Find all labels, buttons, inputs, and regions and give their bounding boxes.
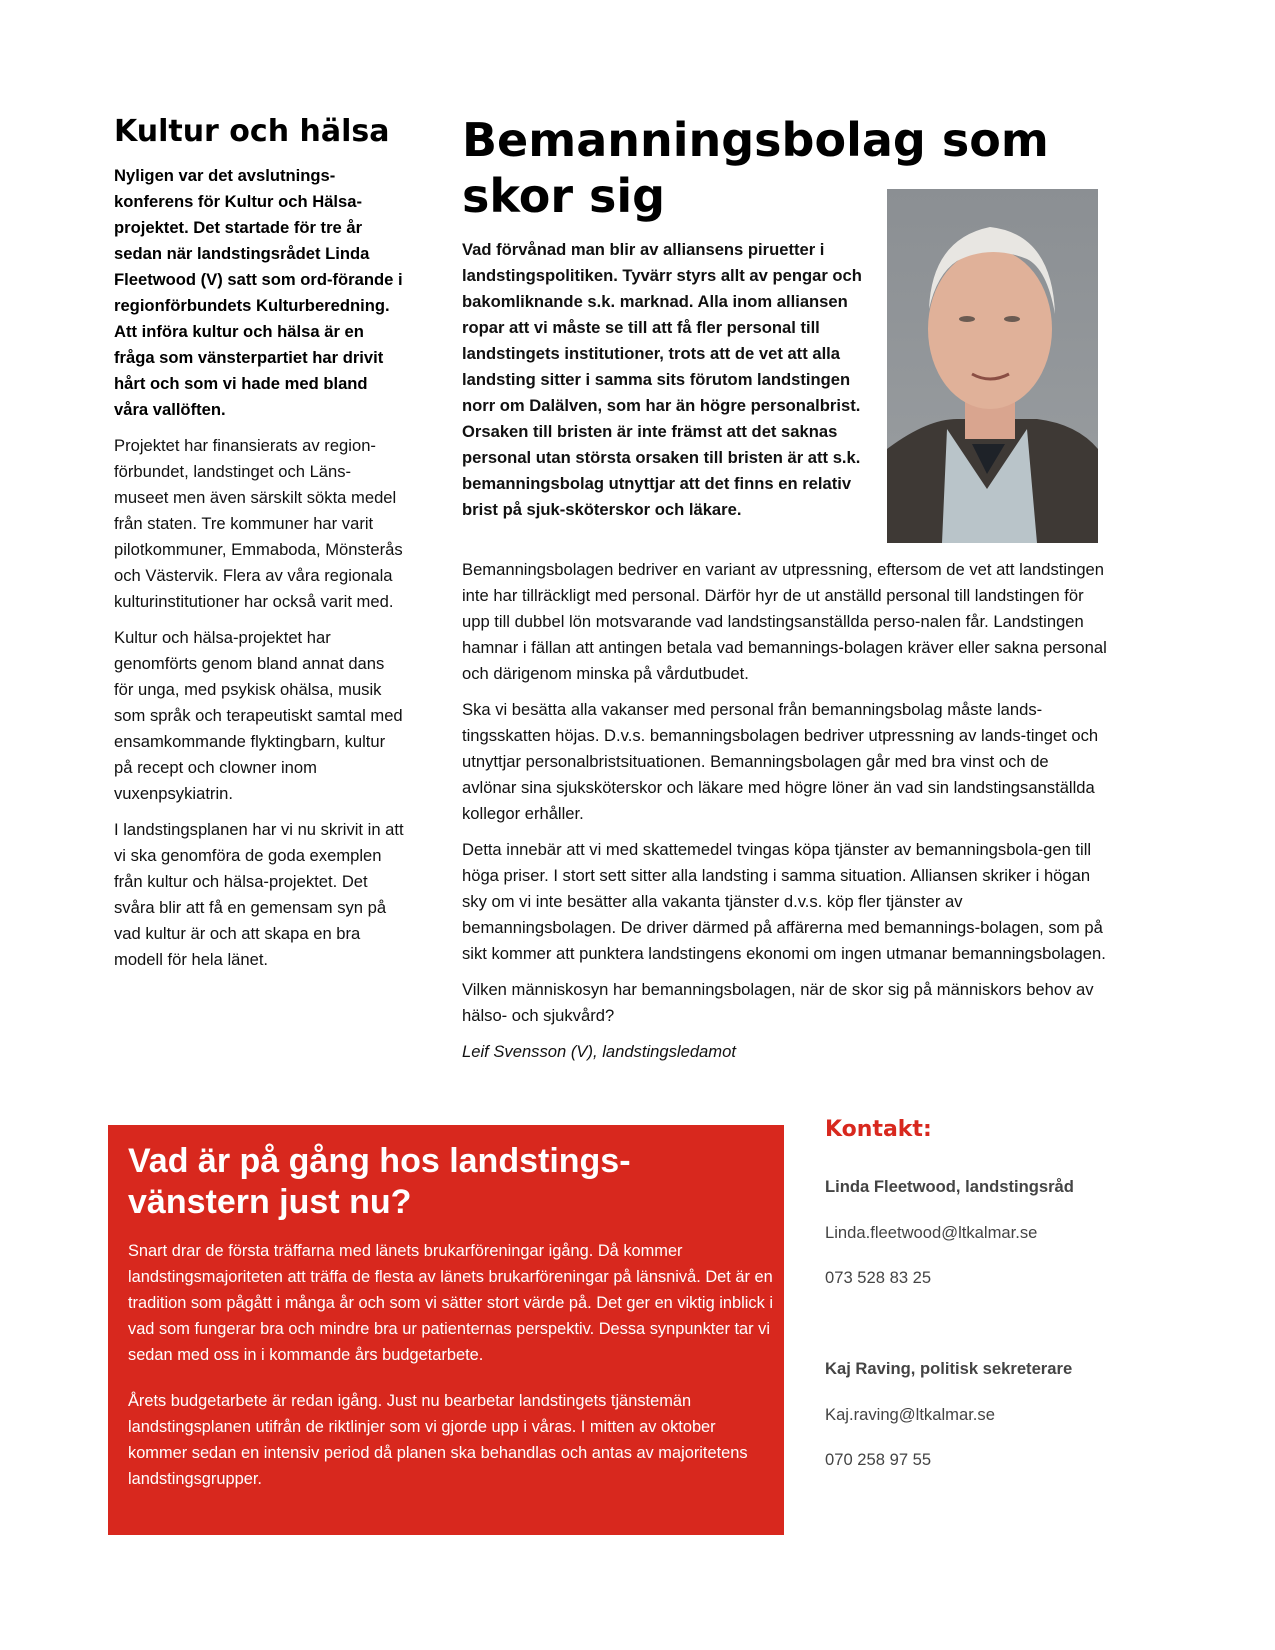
author-portrait-photo xyxy=(887,189,1098,543)
news-box xyxy=(108,1125,784,1535)
news-box-body xyxy=(128,1238,778,1512)
contact-name: Linda Fleetwood, landstingsråd xyxy=(825,1177,1074,1196)
left-article-paragraph: Kultur och hälsa-projektet har genomförts genom bland annat dans för unga, med psykisk ohälsa, musik som språk och terapeutiskt samtal med ensamkommande flyktingbarn, kultur på recept och clowner inom vuxenpsykiatrin. xyxy=(114,628,403,803)
contact-heading: Kontakt: xyxy=(825,1117,932,1142)
main-article-paragraph: Bemanningsbolagen bedriver en variant av utpressning, eftersom de vet att landstingen inte har tillräckligt med personal. Därför hyr de ut anställd personal till landstingen för upp till dubbel lön motsvarande vad landstingsanställda perso-nalen får. Landstingen hamnar i fällan att antingen betala vad bemannings-bolagen kräver eller sakna personal och därigenom minska på vårdutbudet. xyxy=(462,560,1107,683)
main-article-heading: Bemanningsbolag som skor sig xyxy=(462,113,1049,223)
left-article-paragraph: Projektet har finansierats av region-förbundet, landstinget och Läns-museet men även särskilt sökta medel från staten. Tre kommuner har varit pilotkommuner, Emmaboda, Mönsterås och Västervik. Flera av våra regionala kulturinstitutioner har också varit med. xyxy=(114,436,403,611)
main-article-paragraph: Vilken människosyn har bemanningsbolagen, när de skor sig på människors behov av hälso- och sjukvård? xyxy=(462,980,1094,1025)
left-article-lead: Nyligen var det avslutnings-konferens för Kultur och Hälsa-projektet. Det startade för tre år sedan när landstingsrådet Linda Fleetwood (V) satt som ord-förande i regionförbundets Kulturberedning. Att införa kultur och hälsa är en fråga som vänsterpartiet har drivit hårt och som vi hade med bland våra vallöften. xyxy=(114,166,403,419)
main-article-lead: Vad förvånad man blir av alliansens piruetter i landstingspolitiken. Tyvärr styrs allt av pengar och bakomliknande s.k. marknad. Alla inom alliansen ropar att vi måste se till att få fler personal till landstingets institutioner, trots att de vet att alla landsting sitter i samma sits förutom landstingen norr om Dalälven, som har än högre personalbrist. Orsaken till bristen är inte främst att det saknas personal utan största orsaken till bristen är att s.k. bemanningsbolag utnyttjar att det finns en relativ brist på sjuk-sköterskor och läkare. xyxy=(462,240,862,519)
contact-section xyxy=(825,1117,1125,1469)
contact-name: Kaj Raving, politisk sekreterare xyxy=(825,1359,1073,1378)
contact-phone: 070 258 97 55 xyxy=(825,1450,932,1469)
main-article-body xyxy=(462,557,1107,1075)
contact-phone: 073 528 83 25 xyxy=(825,1268,932,1287)
left-article-body xyxy=(114,163,404,983)
portrait-icon xyxy=(887,189,1098,543)
left-article-paragraph: I landstingsplanen har vi nu skrivit in att vi ska genomföra de goda exemplen från kultur och hälsa-projektet. Det svåra blir att få en gemensam syn på vad kultur är och att skapa en bra modell för hela länet. xyxy=(114,820,404,969)
news-box-heading: Vad är på gång hos landstings-vänstern just nu? xyxy=(128,1142,631,1221)
author-signature: Leif Svensson (V), landstingsledamot xyxy=(462,1042,736,1061)
main-article-paragraph: Ska vi besätta alla vakanser med personal från bemanningsbolag måste lands-tingsskatten höjas. D.v.s. bemanningsbolagen bedriver utpressning av lands-tinget och utnyttjar personalbristsituationen. Bemanningsbolagen går med bra vinst och de avlönar sina sjuksköterskor och läkare med högre löner än vad sin landstingsanställda kollegor erhåller. xyxy=(462,700,1099,823)
contact-email-link[interactable]: Linda.fleetwood@ltkalmar.se xyxy=(825,1223,1038,1242)
main-article-paragraph: Detta innebär att vi med skattemedel tvingas köpa tjänster av bemanningsbola-gen till höga priser. I stort sett sitter alla landsting i samma situation. Alliansen skriker i högan sky om vi inte besätter alla vakanta tjänster d.v.s. köp fler tjänster av bemanningsbolagen. De driver därmed på affärerna med bemannings-bolagen, som på sikt kommer att punktera landstingens ekonomi om ingen utmanar bemanningsbolagen. xyxy=(462,840,1106,963)
news-box-paragraph: Årets budgetarbete är redan igång. Just nu bearbetar landstingets tjänstemän landstingsplanen utifrån de riktlinjer som vi gjorde upp i våras. I mitten av oktober kommer sedan en intensiv period då planen ska behandlas och antas av majoritetens landstingsgrupper. xyxy=(128,1392,748,1488)
contact-email-link[interactable]: Kaj.raving@ltkalmar.se xyxy=(825,1405,995,1424)
news-box-paragraph: Snart drar de första träffarna med länets brukarföreningar igång. Då kommer landstingsmajoriteten att träffa de flesta av länets brukarföreningar på länsnivå. Det är en tradition som pågått i många år och som vi sätter stort värde på. Det ger en viktig inblick i vad som fungerar bra och mindre bra ur patienternas perspektiv. Dessa synpunkter tar vi sedan med oss in i kommande års budgetarbete. xyxy=(128,1242,773,1364)
left-article-heading: Kultur och hälsa xyxy=(114,114,390,149)
